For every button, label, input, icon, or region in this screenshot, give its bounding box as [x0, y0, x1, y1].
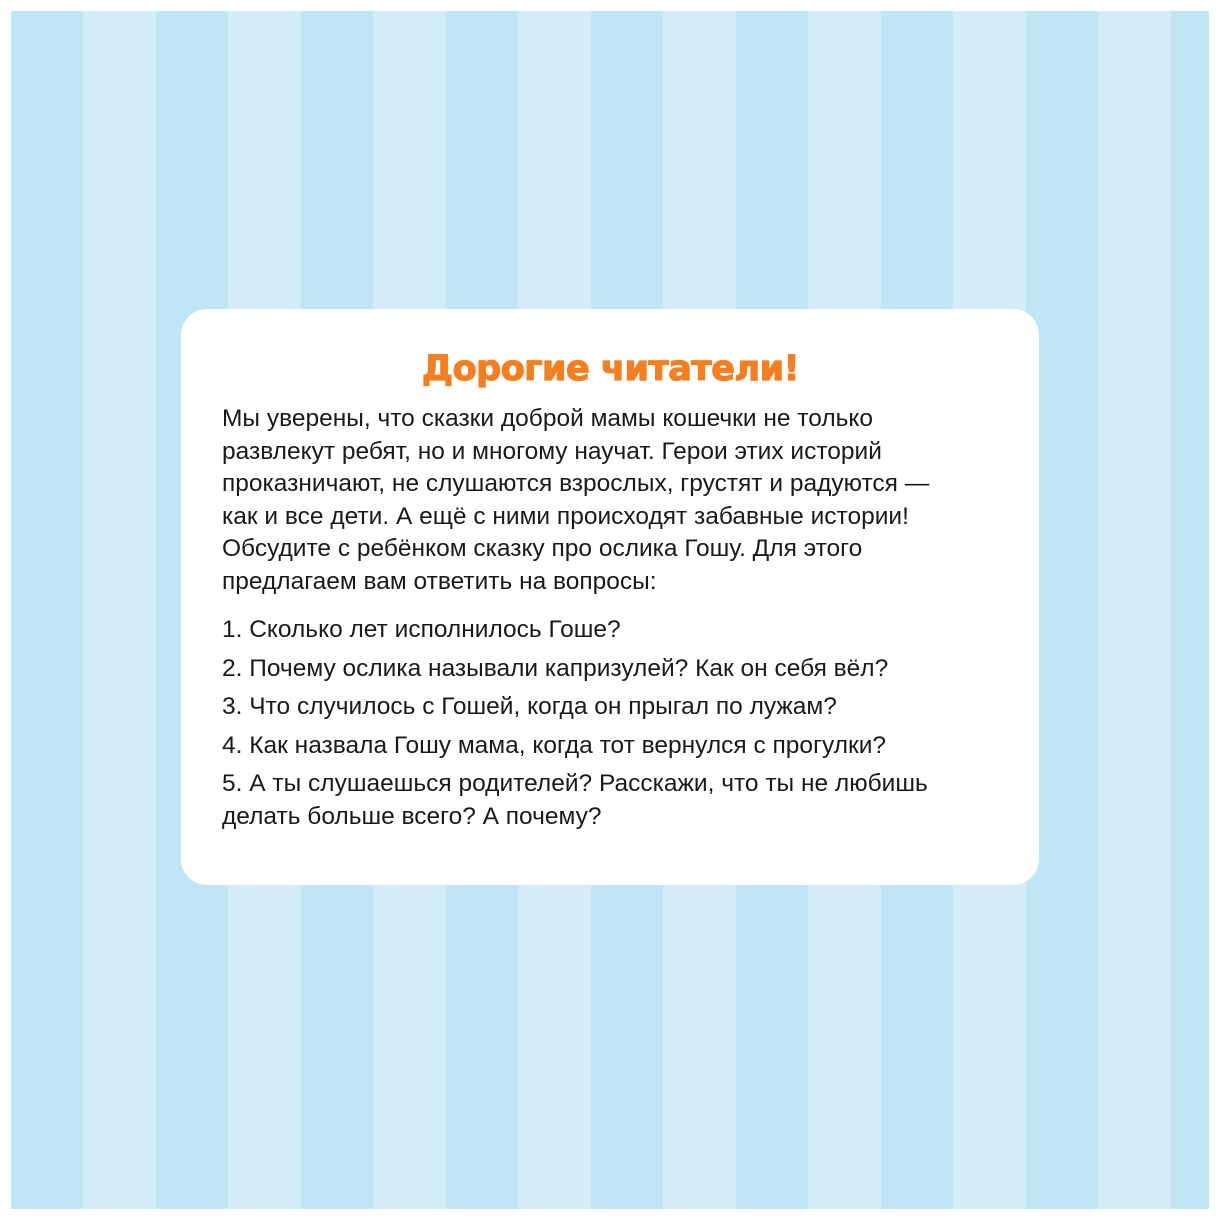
question-line: 3. Что случилось с Гошей, когда он прыгал по лужам? [222, 693, 837, 720]
question-line: делать больше всего? А почему? [222, 802, 602, 830]
question-line: 2. Почему ослика называли капризулей? Как он себя вёл? [222, 654, 889, 682]
intro-line: как и все дети. А ещё с ними происходят забавные истории! [222, 502, 909, 530]
question-line: 4. Как назвала Гошу мама, когда тот вернулся с прогулки? [222, 731, 887, 759]
question-line: 1. Сколько лет исполнилось Гоше? [222, 616, 621, 643]
questions-list [222, 614, 999, 833]
intro-line: предлагаем вам ответить на вопросы: [222, 567, 657, 595]
card-title: Дорогие читатели! [421, 349, 800, 389]
striped-background [11, 11, 1209, 1209]
intro-line: Обсудите с ребёнком сказку про ослика Гошу. Для этого [222, 535, 863, 562]
question-item [222, 730, 999, 763]
readers-note-card [181, 309, 1039, 885]
question-item [222, 653, 999, 686]
question-item [222, 768, 999, 833]
intro-line: Мы уверены, что сказки доброй мамы кошечки не только [222, 405, 874, 432]
intro-line: развлекут ребят, но и многому научат. Герои этих историй [222, 437, 882, 465]
intro-paragraph [222, 403, 999, 598]
question-item [222, 614, 999, 647]
intro-line: проказничают, не слушаются взрослых, грустят и радуются — [222, 470, 930, 497]
question-item [222, 691, 999, 724]
question-line: 5. А ты слушаешься родителей? Расскажи, что ты не любишь [222, 770, 928, 797]
